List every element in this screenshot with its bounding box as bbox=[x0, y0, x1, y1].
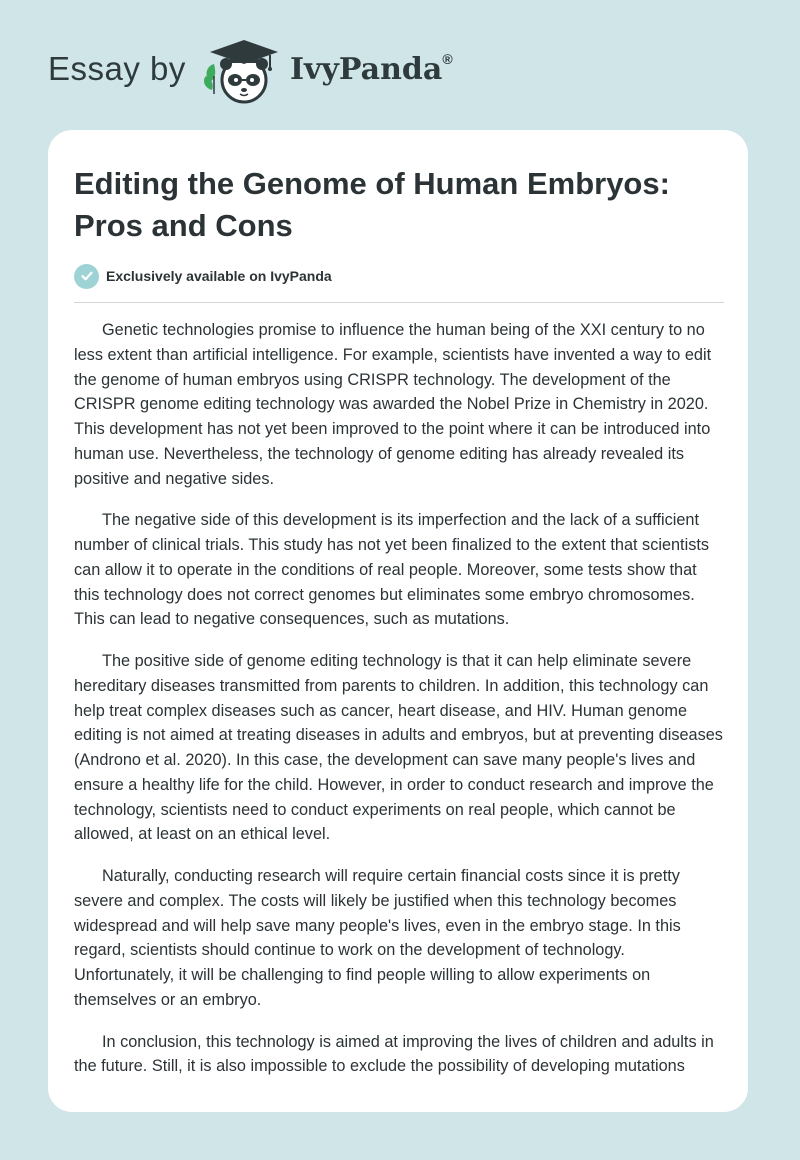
paragraph: Naturally, conducting research will require certain financial costs since it is pretty severe and complex. The costs will likely be justified when this technology becomes widespread and will help save many people's lives, even in the embryo stage. In this regard, scientists should continue to work on the development of technology. Unfortunately, it will be challenging to find people willing to allow experiments on themselves or an embryo. bbox=[74, 867, 681, 1009]
paragraph: The negative side of this development is its imperfection and the lack of a sufficient number of clinical trials. This study has not yet been finalized to the extent that scientists can allow it to operate in the conditions of real people. Moreover, some tests show that this technology does not correct genomes but eliminates some embryo chromosomes. This can lead to negative consequences, such as mutations. bbox=[74, 511, 710, 629]
badge-text: Exclusively available on IvyPanda bbox=[106, 268, 332, 284]
brand-name-text: IvyPanda bbox=[290, 52, 443, 87]
registered-mark: ® bbox=[442, 51, 453, 67]
panda-graduate-icon[interactable] bbox=[200, 36, 280, 108]
essay-by-label: Essay by bbox=[48, 50, 186, 87]
paragraph: In conclusion, this technology is aimed at improving the lives of children and adults in the future. Still, it is also impossible to exclude the possibility of developing mutations bbox=[74, 1032, 714, 1076]
exclusive-badge bbox=[74, 263, 332, 289]
essay-card bbox=[48, 130, 748, 1112]
site-header bbox=[0, 0, 800, 130]
check-icon bbox=[74, 264, 99, 289]
essay-body bbox=[74, 318, 726, 1096]
brand-name[interactable] bbox=[290, 52, 453, 87]
paragraph: The positive side of genome editing technology is that it can help eliminate severe hereditary diseases transmitted from parents to children. In addition, this technology can help treat complex diseases such as cancer, heart disease, and HIV. Human genome editing is not aimed at treating diseases in adults and embryos, but at preventing diseases (Androno et al. 2020). In this case, the development can save many people's lives and ensure a healthy life for the child. However, in order to conduct research and improve the technology, scientists need to conduct experiments on real people, which cannot be allowed, at least on an ethical level. bbox=[74, 652, 723, 844]
paragraph: Genetic technologies promise to influence the human being of the XXI century to no less extent than artificial intelligence. For example, scientists have invented a way to edit the genome of human embryos using CRISPR technology. The development of the CRISPR genome editing technology was awarded the Nobel Prize in Chemistry in 2020. This development has not yet been improved to the point where it can be introduced into human use. Nevertheless, the technology of genome editing has already revealed its positive and negative sides. bbox=[74, 321, 712, 488]
divider bbox=[74, 302, 724, 303]
essay-title: Editing the Genome of Human Embryos: Pros and Cons bbox=[74, 166, 670, 243]
